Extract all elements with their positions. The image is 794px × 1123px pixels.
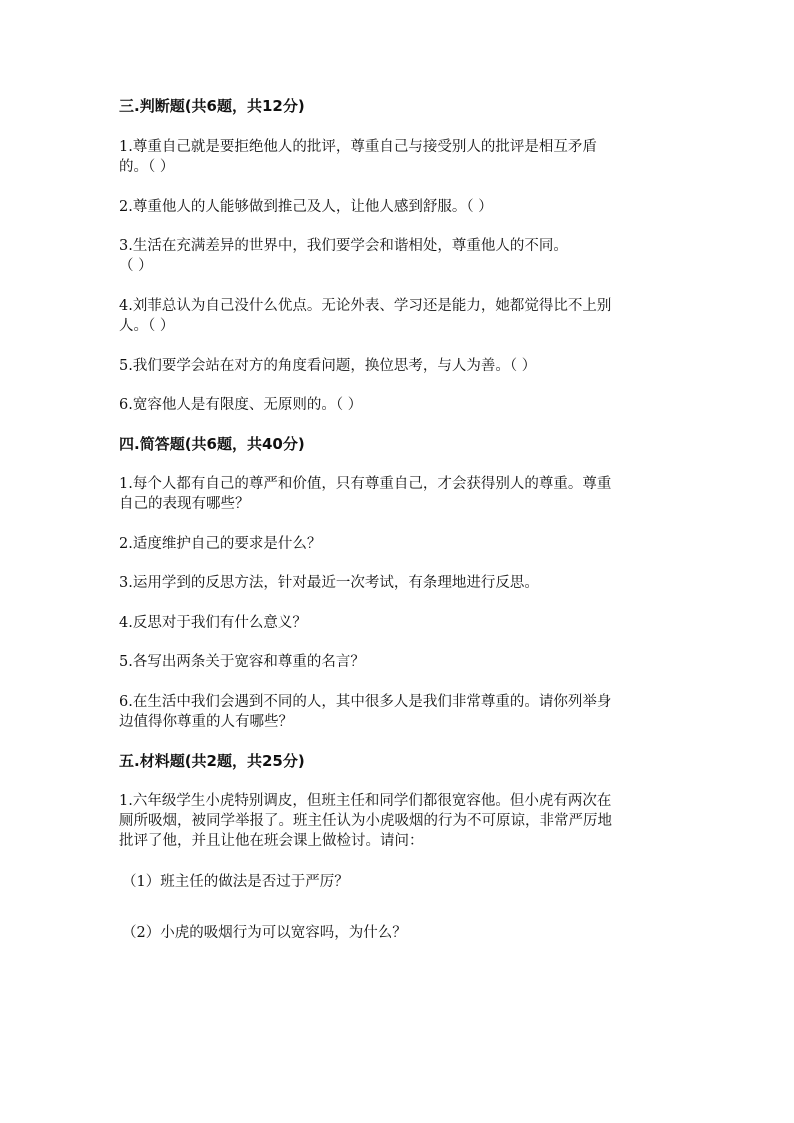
question-item	[119, 534, 679, 554]
question-item	[119, 474, 679, 514]
question-line: （ ）	[119, 258, 153, 274]
question-item	[119, 236, 679, 276]
question-line: 1.六年级学生小虎特别调皮，但班主任和同学们都很宽容他。但小虎有两次在	[119, 793, 612, 809]
question-item	[119, 137, 679, 177]
question-line: 4.刘菲总认为自己没什么优点。无论外表、学习还是能力，她都觉得比不上别	[119, 298, 612, 314]
question-line: 6.宽容他人是有限度、无原则的。（ ）	[119, 397, 363, 413]
section-heading-short-answer: 四.简答题(共6题，共40分)	[119, 435, 305, 453]
question-item	[119, 296, 679, 336]
question-line: 的。（ ）	[119, 159, 175, 175]
question-line: 1.每个人都有自己的尊严和价值，只有尊重自己，才会获得别人的尊重。尊重	[119, 476, 612, 492]
question-line: 厕所吸烟，被同学举报了。班主任认为小虎吸烟的行为不可原谅，非常严厉地	[119, 813, 612, 829]
question-line: 自己的表现有哪些？	[119, 496, 250, 512]
question-line: 5.我们要学会站在对方的角度看问题，换位思考，与人为善。（ ）	[119, 358, 537, 374]
question-line: 4.反思对于我们有什么意义？	[119, 615, 307, 631]
section-heading-judgment: 三.判断题(共6题，共12分)	[119, 97, 305, 115]
section-heading-material: 五.材料题(共2题，共25分)	[119, 752, 305, 770]
question-item	[119, 692, 679, 732]
question-line: 批评了他，并且让他在班会课上做检讨。请问：	[119, 833, 424, 849]
sub-question-item	[122, 923, 682, 943]
question-line: 2.适度维护自己的要求是什么？	[119, 536, 322, 552]
question-item	[119, 573, 679, 593]
question-item	[119, 356, 679, 376]
question-line: 3.运用学到的反思方法，针对最近一次考试，有条理地进行反思。	[119, 575, 539, 591]
question-item	[119, 395, 679, 415]
question-line: 1.尊重自己就是要拒绝他人的批评，尊重自己与接受别人的批评是相互矛盾	[119, 139, 597, 155]
question-item	[119, 197, 679, 217]
question-line: 2.尊重他人的人能够做到推己及人，让他人感到舒服。（ ）	[119, 199, 493, 215]
question-line: （2）小虎的吸烟行为可以宽容吗，为什么？	[122, 925, 407, 941]
question-item	[119, 791, 679, 851]
question-item	[119, 652, 679, 672]
question-line: （1）班主任的做法是否过于严厉？	[122, 874, 349, 890]
question-line: 6.在生活中我们会遇到不同的人，其中很多人是我们非常尊重的。请你列举身	[119, 694, 612, 710]
question-item	[119, 613, 679, 633]
question-line: 5.各写出两条关于宽容和尊重的名言？	[119, 654, 365, 670]
question-line: 人。（ ）	[119, 318, 175, 334]
question-line: 边值得你尊重的人有哪些？	[119, 714, 293, 730]
question-line: 3.生活在充满差异的世界中，我们要学会和谐相处，尊重他人的不同。	[119, 238, 568, 254]
sub-question-item	[122, 872, 682, 892]
